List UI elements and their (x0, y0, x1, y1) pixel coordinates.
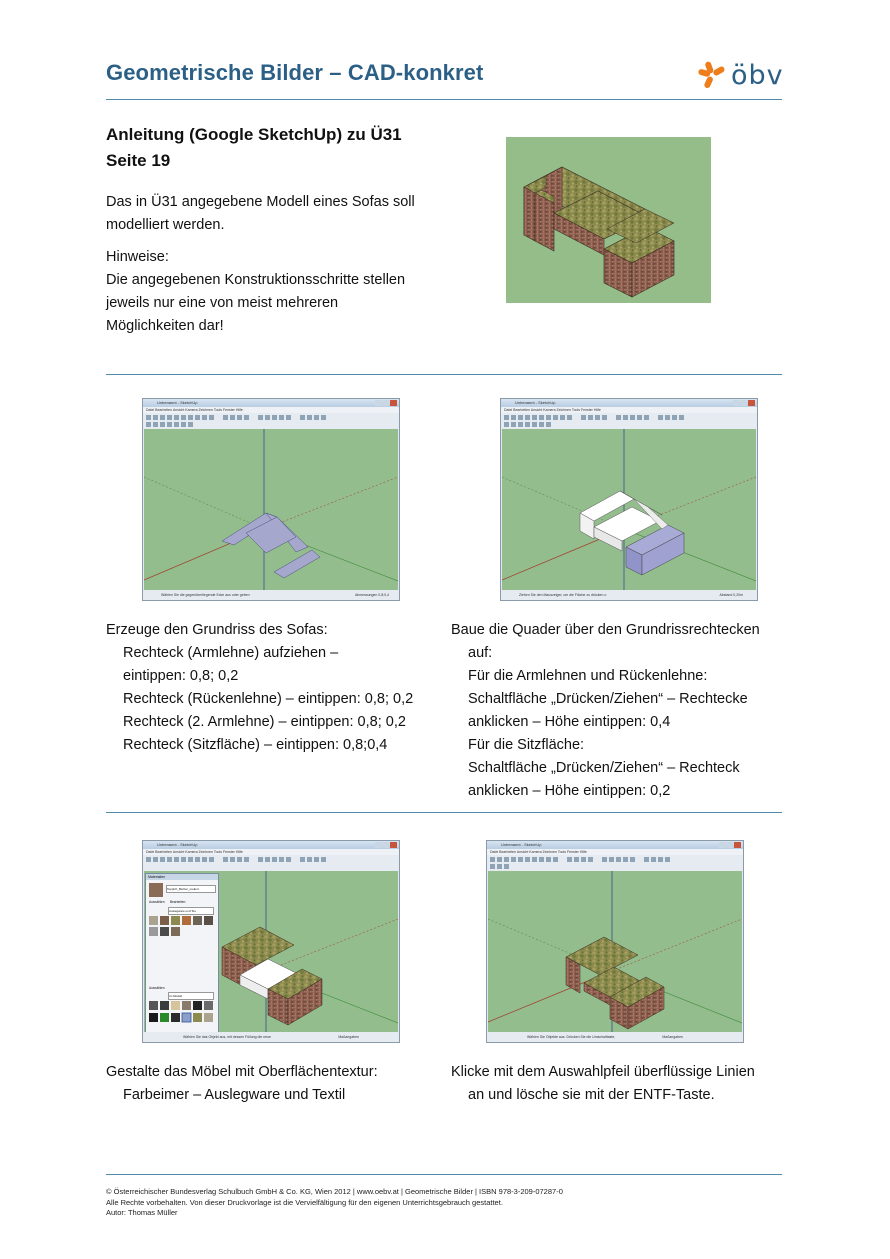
obv-star-icon (697, 60, 727, 90)
section-divider-1 (106, 374, 782, 375)
step-4-text: Klicke mit dem Auswahlpfeil überflüssige Linien an und lösche sie mit der ENTF-Taste. (451, 1064, 755, 1103)
footer: © Österreichischer Bundesverlag Schulbuch GmbH & Co. KG, Wien 2012 | www.oebv.at | Geometrische Bilder | ISBN 978-3-209-07287-0 Alle Rechte vorbehalten. Von dieser Druckvorlage ist die Vervielfältigung für den eigenen Unterrichtsgebrauch gestattet. Autor: Thomas Müller (106, 1187, 563, 1217)
model-material-swatches (149, 1001, 215, 1031)
step-1-text: Erzeuge den Grundriss des Sofas: Rechteck (Armlehne) aufziehen – eintippen: 0,8; 0,2 Rechteck (Rückenlehne) – eintippen: 0,8; 0,2 Rechteck (2. Armlehne) – eintippen: 0,8; 0,2 Rechteck (Sitzfläche) – eintippen: 0,8;0,4 (106, 622, 414, 753)
screenshot-floorplan: Unbenannt - SketchUp Datei Bearbeiten Ansicht Kamera Zeichnen Tools Fenster Hilfe Wählen Sie die gegenüberliegende Ecke aus oder geben Abmessungen 0,8;0,4 (142, 398, 400, 601)
materials-model-dropdown[interactable]: Im Modell (168, 992, 214, 1000)
header-divider (106, 99, 782, 100)
intro-text: Das in Ü31 angegebene Modell eines Sofas soll modelliert werden. Hinweise: Die angegebenen Konstruktionsschritte stellen jeweils nur eine von meist mehreren Möglichkeiten dar! (106, 194, 415, 334)
material-name-field: Teppich_Berber_meliert (166, 885, 216, 893)
materials-tab-edit[interactable]: Bearbeiten (170, 900, 186, 904)
step-3-text: Gestalte das Möbel mit Oberflächentextur: Farbeimer – Auslegware und Textil (106, 1064, 378, 1103)
screenshot-extrude: Unbenannt - SketchUp Datei Bearbeiten Ansicht Kamera Zeichnen Tools Fenster Hilfe Ziehen Sie den Mauszeiger, um die Fläche zu drücken o Abstand 0,20m (500, 398, 758, 601)
document-title: Geometrische Bilder – CAD-konkret (106, 60, 484, 85)
materials-sample-label: Auswählen (149, 986, 165, 990)
material-swatches (149, 916, 215, 938)
screenshot-final: Unbenannt - SketchUp Datei Bearbeiten Ansicht Kamera Zeichnen Tools Fenster Hilfe Wählen Sie Objekte aus. Drücken Sie die Umschalttaste, Maßangaben (486, 840, 744, 1043)
materials-panel (145, 873, 219, 1035)
materials-category-dropdown[interactable]: Auslegware und Tex (168, 907, 214, 915)
materials-tab-select[interactable]: Auswählen (149, 900, 165, 904)
publisher-logo (697, 58, 784, 92)
sofa-model-image (506, 137, 711, 303)
logo-text: öbv (731, 59, 784, 91)
footer-divider (106, 1174, 782, 1175)
materials-panel-title: Materialien (146, 874, 218, 880)
screenshot-texture: Unbenannt - SketchUp Datei Bearbeiten Ansicht Kamera Zeichnen Tools Fenster Hilfe Materialien Teppich_Berber_meliert Auswählen Bearbeiten Auslegware und Tex Auswählen Im Modell Wählen Sie das Objekt aus, mit dessen Füllung die neue Maßangaben (142, 840, 400, 1043)
section-divider-2 (106, 812, 782, 813)
sketchup-toolbar (143, 413, 399, 429)
material-preview (149, 883, 163, 897)
step-2-text: Baue die Quader über den Grundrissrechtecken auf: Für die Armlehnen und Rückenlehne: Schaltfläche „Drücken/Ziehen“ – Rechtecke anklicken – Höhe eintippen: 0,4 Für die Sitzfläche: Schaltfläche „Drücken/Ziehen“ – Rechteck anklicken – Höhe eintippen: 0,2 (451, 622, 760, 799)
intro-title: Anleitung (Google SketchUp) zu Ü31 Seite 19 (106, 125, 402, 170)
